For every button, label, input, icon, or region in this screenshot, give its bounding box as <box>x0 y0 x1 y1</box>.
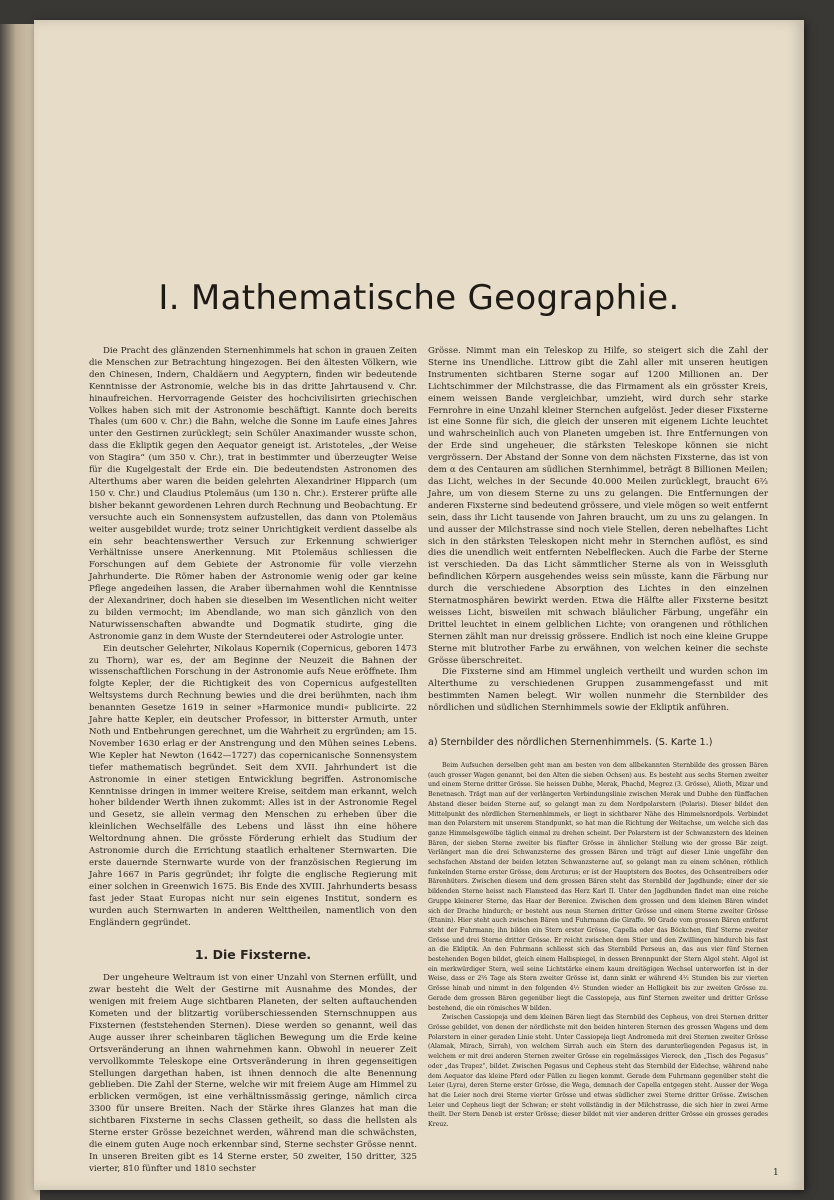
right-paragraph-2: Die Fixsterne sind am Himmel ungleich vertheilt und wurden schon im Alterthume zu verschiedenen Gruppen zusammengefasst und mit bestimmten Namen belegt. Wir wollen nunmehr die Sternbilder des nördlichen und südlichen Sternhimmels sowie der Ekliptik anführen. <box>428 667 768 714</box>
small-print-paragraph-1: Beim Aufsuchen derselben geht man am besten von dem allbekannten Sternbilde des grossen Bären (auch grosser Wagen genannt, bei den Alten die sieben Ochsen) aus. Es besteht aus sechs Sternen zweiter und einem Sterne dritter Grösse. Sie heissen Dubhe, Merak, Phachd, Megrez (3. Grösse), Alioth, Mizar und Benetnasch. Trägt man auf der verlängerten Verbindungslinie zwischen Merak und Dubhe den fünffachen Abstand dieser beiden Sterne auf, so gelangt man zu dem Nordpolarstern (Polaris). Dieser bildet den Mittelpunkt des nördlichen Sternenhimmels, er liegt in sichtbarer Nähe des Himmelsnordpols. Verbindet man den Polarstern mit unserem Standpunkt, so hat man die Richtung der Weltachse, um welche sich das ganze Himmelsgewölbe täglich einmal zu drehen scheint. Der Polarstern ist der Schwanzstern des kleinen Bären, der sieben Sterne zweiter bis fünfter Grösse in ähnlicher Stellung wie der grosse Bär zeigt. Verlängert man die drei Schwanzsterne des grossen Bären und trägt auf dieser Linie ungefähr den sechsfachen Abstand der beiden letzten Schwanzsterne auf, so gelangt man zu einem schönen, röthlich funkelnden Sterne erster Grösse, dem Arcturus; er ist der Hauptstern des Bootes, des Ochsentreibers oder Bärenhüters. Zwischen diesem und dem grossen Bären steht das Sternbild der Jagdhunde; einer der sie bildenden Sterne heisst nach Flamsteed das Herz Karl II. Unter den Jagdhunden findet man eine reiche Gruppe kleinerer Sterne, das Haar der Berenice. Zwischen dem grossen und dem kleinen Bären windet sich der Drache hindurch; er besteht aus neun Sternen dritter Grösse und einem Sterne zweiter Grösse (Etanin). Hier steht auch zwischen Bären und Fuhrmann die Giraffe. 90 Grade vom grossen Bären entfernt steht der Fuhrmann; ihn bilden ein Stern erster Grösse, Capella oder das Böckchen, fünf Sterne zweiter Grösse und drei Sterne dritter Grösse. Er reicht zwischen dem Stier und den Zwillingen hindurch bis fast an die Ekliptik. An den Fuhrmann schliesst sich das Sternbild Perseus an, das aus vier fünf Sternen bestehenden Bogen bildet, gleich einem Halbspiegel, in dessen Brennpunkt der Stern Algol steht. Algol ist ein merkwürdiger Stern, weil seine Lichtstärke einem kaum dreitägigen Wechsel unterworfen ist in der Weise, dass er 2⅔ Tage als Stern zweiter Grösse ist, dann sinkt er während 4½ Stunden bis zur vierten Grösse hinab und nimmt in den folgenden 4½ Stunden wieder an Helligkeit bis zur zweiten Grösse zu. Gerade dem grossen Bären gegenüber liegt die Cassiopeja, aus fünf Sternen zweiter und dritter Grösse bestehend, die ein römisches W bilden. <box>428 762 768 1012</box>
intro-paragraph-1: Die Pracht des glänzenden Sternenhimmels hat schon in grauen Zeiten die Menschen zur Betrachtung hingezogen. Bei den ältesten Völkern, wie den Chinesen, Indern, Chaldäern und Aegyptern, finden wir bedeutende Kenntnisse der Astronomie, welche bis in das dritte Jahrtausend v. Chr. hinaufreichen. Hervorragende Geister des hochcivilisirten griechischen Volkes haben sich mit der Astronomie beschäftigt. Kannte doch bereits Thales (um 600 v. Chr.) die Bahn, welche die Sonne im Laufe eines Jahres unter den Gestirnen zurücklegt; sein Schüler Anaximander wusste schon, dass die Ekliptik gegen den Aequator geneigt ist. Aristoteles, „der Weise von Stagira“ (um 350 v. Chr.), trat in bestimmter und überzeugter Weise für die Kugelgestalt der Erde ein. Die bedeutendsten Astronomen des Alterthums aber waren die beiden gelehrten Alexandriner Hipparch (um 150 v. Chr.) und Claudius Ptolemäus (um 130 n. Chr.). Ersterer prüfte alle bisher bekannt gewordenen Lehren durch Rechnung und Beobachtung. Er versuchte auch ein Sonnensystem aufzustellen, das dann von Ptolemäus weiter ausgebildet wurde; trotz seiner Unrichtigkeit verdient dasselbe als ein sehr beachtenswerther Versuch zur Erkennung schwieriger Verhältnisse unsere Anerkennung. Mit Ptolemäus schliessen die Forschungen auf dem Gebiete der Astronomie für volle vierzehn Jahrhunderte. Die Römer haben der Astronomie wenig oder gar keine Pflege angedeihen lassen, die Araber übernahmen wohl die Kenntnisse der Alexandriner, doch haben sie dieselben im Wesentlichen nicht weiter zu bilden vermocht; im Abendlande, wo man sich gänzlich von den Naturwissenschaften abwandte und Dogmatik studirte, ging die Astronomie ganz in dem Wuste der Sterndeuterei oder Astrologie unter. <box>89 346 417 642</box>
small-print-block <box>428 761 768 1130</box>
section-heading-fixsterne: 1. Die Fixsterne. <box>194 947 312 963</box>
left-column <box>89 346 417 1176</box>
small-print-paragraph-2: Zwischen Cassiopeja und dem kleinen Bären liegt das Sternbild des Cepheus, von drei Sternen dritter Grösse gebildet, von denen der nördlichste mit den beiden hinteren Sternen des grossen Wagens und dem Polarstern in einer geraden Linie steht. Unter Cassiopeja liegt Andromeda mit drei Sternen zweiter Grösse (Alamak, Mirach, Sirrah), von welchem Sirrah auch ein Stern des darunterliegenden Pegasus ist, in welchem er mit drei anderen Sternen zweiter Grösse ein regelmässiges Viereck, den „Tisch des Pegasus“ oder „das Trapez“, bildet. Zwischen Pegasus und Cepheus steht das Sternbild der Eidechse, während nahe dem Aequator das kleine Pferd oder Füllen zu liegen kommt. Gerade dem Fuhrmann gegenüber steht die Leier (Lyra), deren Sterne erster Grösse, die Wega, demnach der Capella entgegen steht. Ausser der Wega hat die Leier noch drei Sterne vierter Grösse und etwas südlicher zwei Sterne dritter Grösse. Zwischen Leier und Cepheus liegt der Schwan; er steht vollständig in der Milchstrasse, die sich hier in zwei Arme theilt. Der Stern Deneb ist erster Grösse; dieser bildet mit vier anderen dritter Grösse ein grosses gerades Kreuz. <box>428 1014 768 1129</box>
right-column <box>428 346 768 1130</box>
fixsterne-paragraph: Der ungeheure Weltraum ist von einer Unzahl von Sternen erfüllt, und zwar besteht die Welt der Gestirne mit Ausnahme des Mondes, der wenigen mit freiem Auge sichtbaren Planeten, der selten auftauchenden Kometen und der blitzartig vorüberschiessenden Sternschnuppen aus Fixsternen (feststehenden Sternen). Diese werden so genannt, weil das Auge ausser ihrer scheinbaren täglichen Bewegung um die Erde keine Ortsveränderung an ihnen wahrnehmen kann. Obwohl in neuerer Zeit vervollkommte Teleskope eine Ortsveränderung in ihren gegenseitigen Stellungen dargethan haben, ist ihnen dennoch die alte Benennung geblieben. Die Zahl der Sterne, welche wir mit freiem Auge am Himmel zu erblicken vermögen, ist eine verhältnissmässig geringe, nämlich circa 3300 für unsere Breiten. Nach der Stärke ihres Glanzes hat man die sichtbaren Fixsterne in sechs Classen getheilt, so dass die hellsten als Sterne erster Grösse bezeichnet werden, während man die schwächsten, die einem guten Auge noch erkennbar sind, Sterne sechster Grösse nennt. In unseren Breiten gibt es 14 Sterne erster, 50 zweiter, 150 dritter, 325 vierter, 810 fünfter und 1810 sechster <box>89 973 417 1174</box>
intro-paragraph-2: Ein deutscher Gelehrter, Nikolaus Kopernik (Copernicus, geboren 1473 zu Thorn), war es, der am Beginne der Neuzeit die Bahnen der wissenschaftlichen Forschung in der Astronomie aufs Neue eröffnete. Ihm folgte Kepler, der die Richtigkeit des von Copernicus aufgestellten Weltsystems durch Rechnung bewies und die drei berühmten, nach ihm benannten Gesetze 1619 in seiner »Harmonice mundi« publicirte. 22 Jahre hatte Kepler, ein deutscher Professor, in bitterster Armuth, unter Noth und Entbehrungen gerechnet, um die Wahrheit zu ergründen; am 15. November 1630 erlag er der Anstrengung und den Mühen seines Lebens. Wie Kepler hat Newton (1642—1727) das copernicanische Sonnensystem tiefer mathematisch begründet. Seit dem XVII. Jahrhundert ist die Astronomie in einer stetigen Entwicklung begriffen. Astronomische Kenntnisse dringen in immer weitere Kreise, seitdem man erkannt, welch hoher bildender Werth ihnen zukommt: Alles ist in der Astronomie Regel und Gesetz, sie allein vermag den Menschen zu erheben über die kleinlichen Wechselfälle des Lebens und lässt ihn eine höhere Weltordnung ahnen. Die grösste Förderung erhielt das Studium der Astronomie durch die Errichtung staatlich erhaltener Sternwarten. Die erste dauernde Sternwarte wurde von der französischen Regierung im Jahre 1667 in Paris gegründet; ihr folgte die englische Regierung mit einer solchen in Greenwich 1675. Bis Ende des XVIII. Jahrhunderts besass fast jeder Staat Europas nicht nur sein eigenes Institut, sondern es wurden auch Sternwarten in anderen Welttheilen, namentlich von den Engländern gegründet. <box>89 643 417 928</box>
right-paragraph-1: Grösse. Nimmt man ein Teleskop zu Hilfe, so steigert sich die Zahl der Sterne ins Unendliche. Littrow gibt die Zahl aller mit unseren heutigen Instrumenten sichtbaren Sterne sogar auf 1200 Millionen an. Der Lichtschimmer der Milchstrasse, die das Firmament als ein grösster Kreis, einem weissen Bande vergleichbar, umzieht, wird durch sehr starke Fernrohre in eine Unzahl kleiner Sternchen aufgelöst. Jeder dieser Fixsterne ist eine Sonne für sich, die gleich der unseren mit eigenem Lichte leuchtet und wahrscheinlich auch von Planeten umgeben ist. Ihre Entfernungen von der Erde sind ungeheuer, die stärksten Teleskope können sie nicht vergrössern. Der Abstand der Sonne von dem nächsten Fixsterne, das ist von dem α des Centauren am südlichen Sternhimmel, beträgt 8 Billionen Meilen; das Licht, welches in der Secunde 40.000 Meilen zurücklegt, braucht 6⅔ Jahre, um von diesem Sterne zu uns zu gelangen. Die Entfernungen der anderen Fixsterne sind bedeutend grössere, und viele mögen so weit entfernt sein, dass ihr Licht tausende von Jahren braucht, um zu uns zu gelangen. In und ausser der Milchstrasse sind noch viele Stellen, deren nebelhaftes Licht sich in den stärksten Teleskopen nicht mehr in Sternchen auflöst, es sind dies die unendlich weit entfernten Nebelflecken. Auch die Farbe der Sterne ist verschieden. Da das Licht sämmtlicher Sterne als von in Weissgluth befindlichen Körpern ausgehendes weiss sein müsste, kann die Färbung nur durch die verschiedene Absorption des Lichtes in den einzelnen Sternatmosphären bewirkt werden. Etwa die Hälfte aller Fixsterne besitzt weisses Licht, bisweilen mit schwach bläulicher Färbung, ungefähr ein Drittel leuchtet in einem gelblichen Lichte; von orangenen und röthlichen Sternen zählt man nur dreissig grössere. Endlich ist noch eine kleine Gruppe Sterne mit blutrother Farbe zu erwähnen, von welchen keiner die sechste Grösse überschreitet. <box>428 346 768 666</box>
subsection-heading-nordlich: a) Sternbilder des nördlichen Sternenhimmels. (S. Karte 1.) <box>428 737 713 749</box>
book-page <box>34 20 804 1190</box>
page-number: 1 <box>773 1168 779 1178</box>
chapter-title: I. Mathematische Geographie. <box>158 278 680 318</box>
